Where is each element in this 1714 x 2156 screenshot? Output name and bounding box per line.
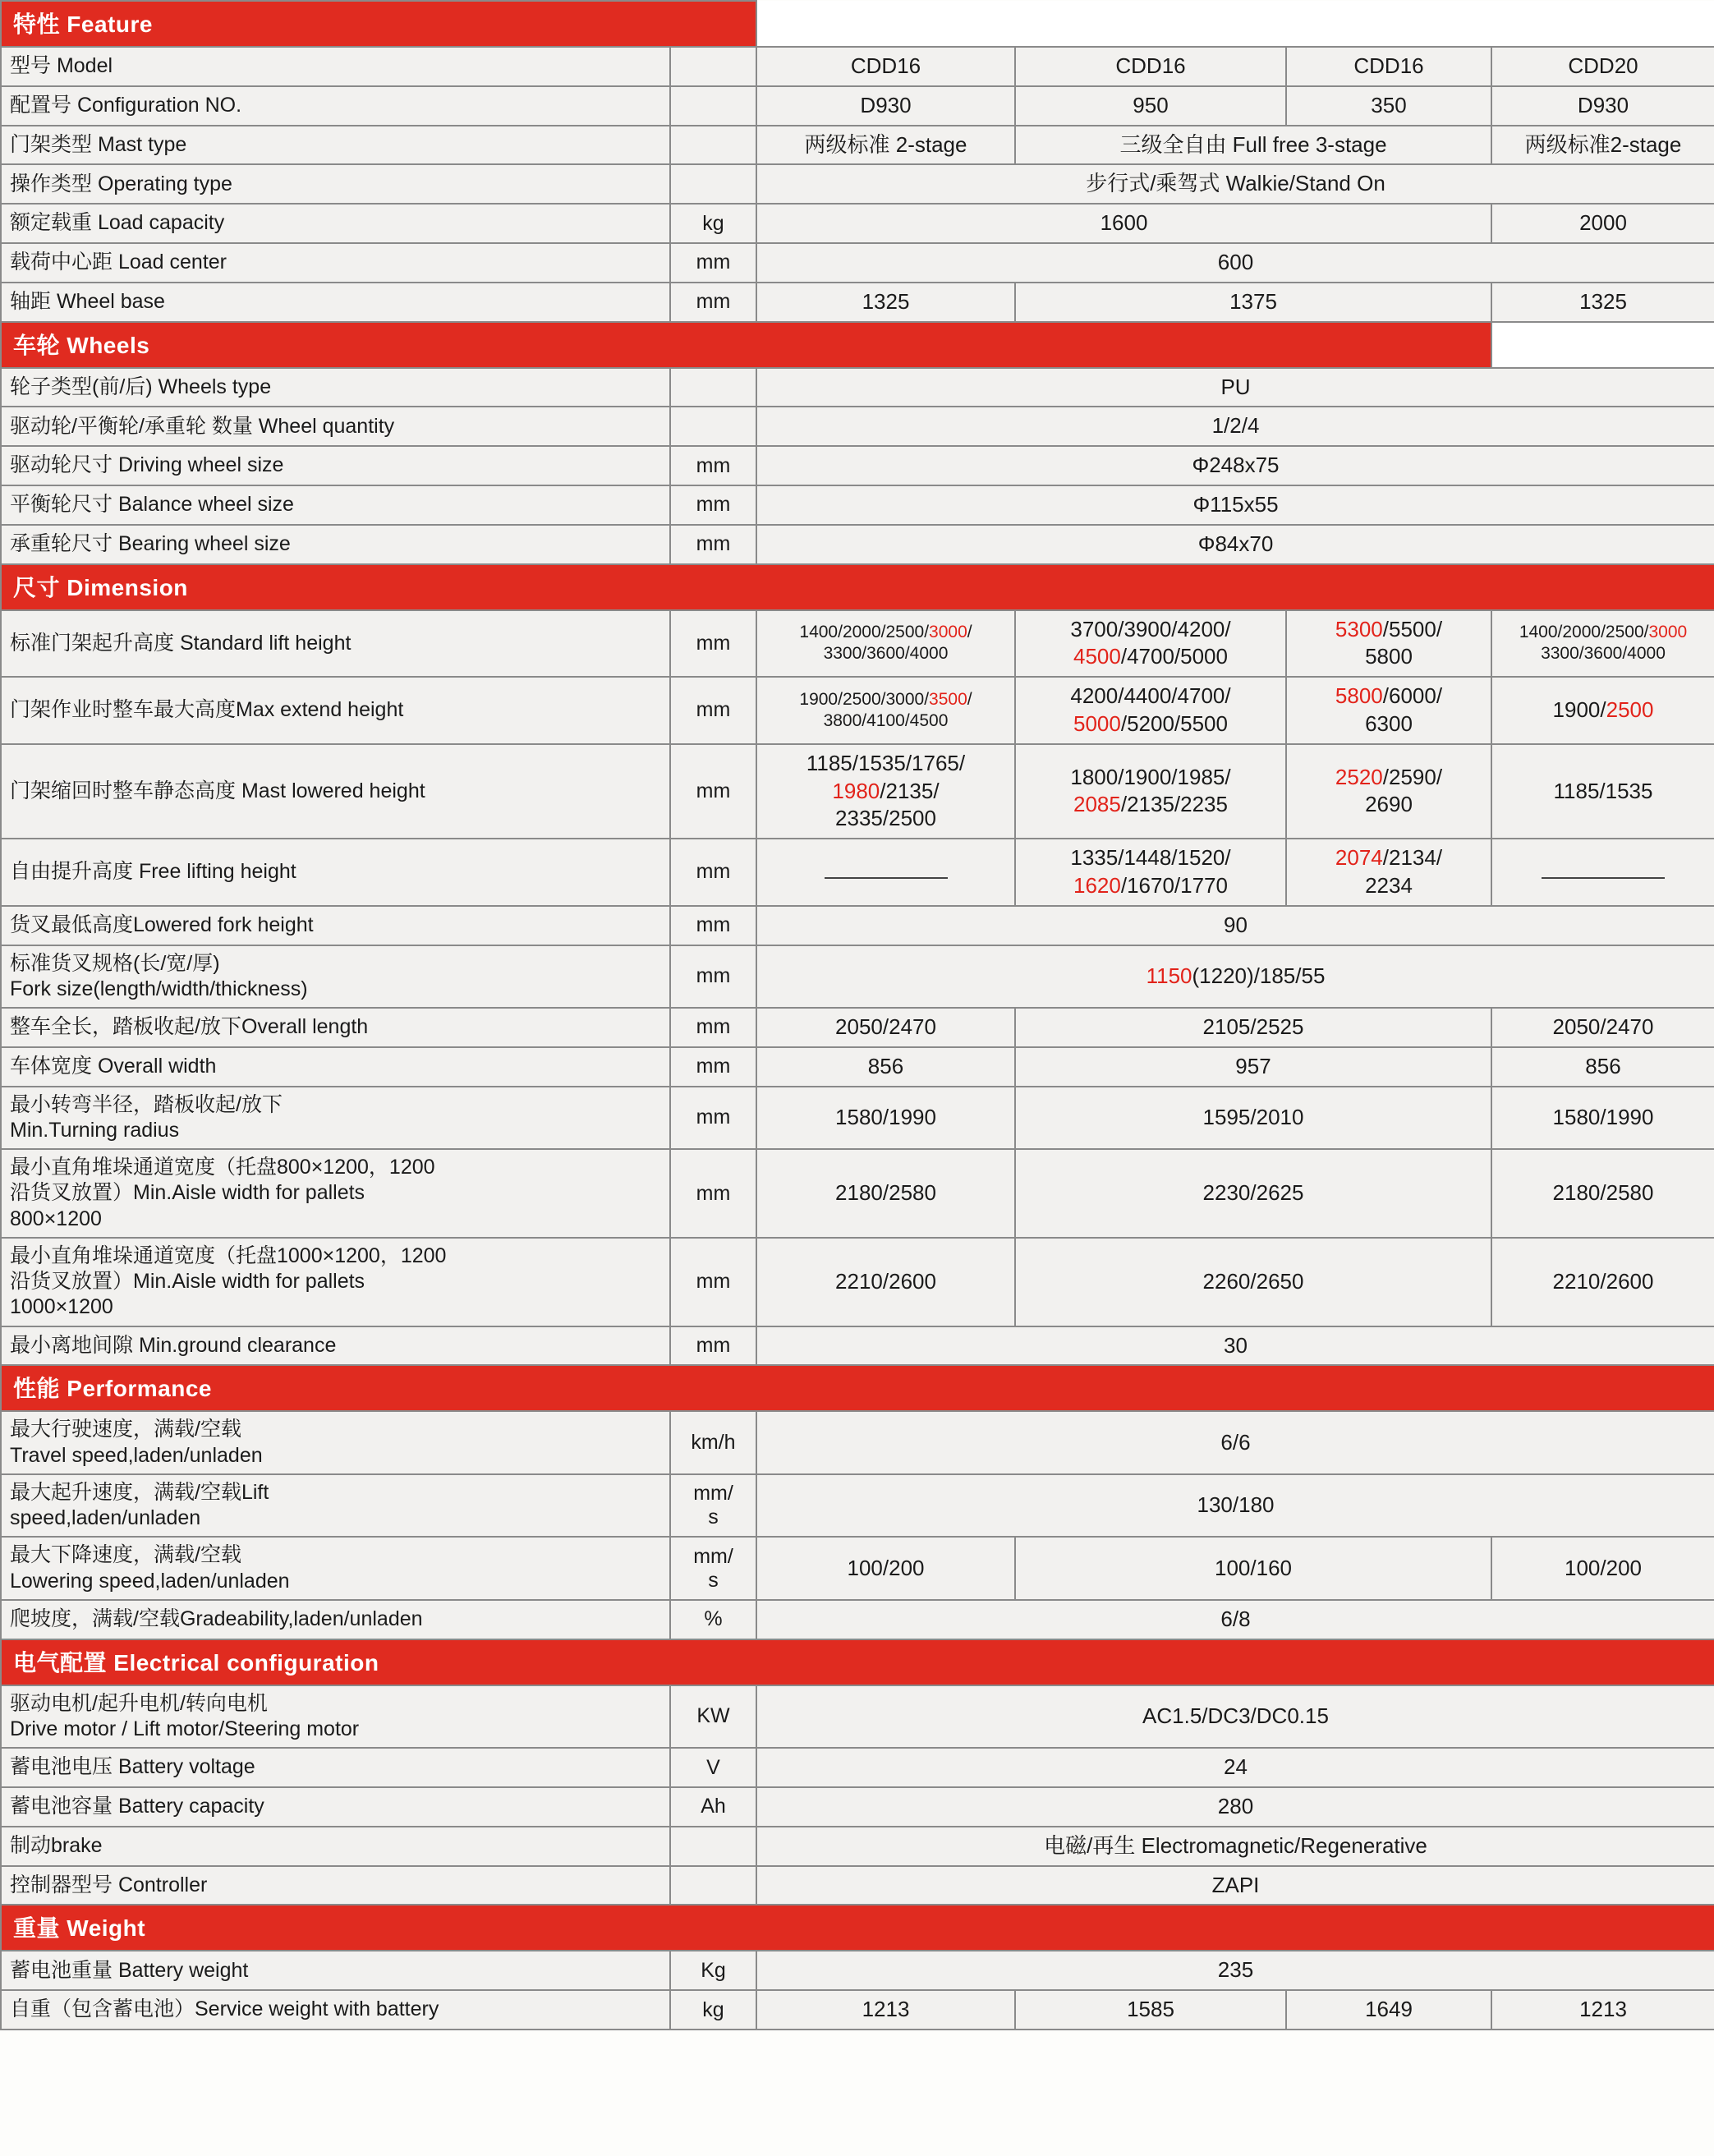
table-row: [1, 839, 1714, 906]
table-row: [1, 243, 1714, 283]
cell-lift-speed-all: 130/180: [756, 1474, 1714, 1538]
cell-mast-lowered-height-a: [756, 744, 1015, 839]
row-unit-service-weight: kg: [670, 1990, 756, 2030]
label-line-2: Travel speed,laden/unladen: [10, 1443, 263, 1467]
row-label-driving-wheel-size: 驱动轮尺寸 Driving wheel size: [1, 446, 670, 485]
table-row: [1, 1600, 1714, 1639]
cell-wheel-base-bc: 1375: [1015, 283, 1491, 322]
table-row: [1, 1047, 1714, 1087]
row-label-overall-width: 车体宽度 Overall width: [1, 1047, 670, 1087]
row-label-controller: 控制器型号 Controller: [1, 1866, 670, 1905]
row-label-gradeability: 爬坡度，满载/空载Gradeability,laden/unladen: [1, 1600, 670, 1639]
cell-lowering-speed-a: 100/200: [756, 1537, 1015, 1600]
cell-max-extend-height-d: [1491, 677, 1714, 744]
text-black: /: [967, 689, 972, 709]
row-unit-ground-clearance: mm: [670, 1326, 756, 1366]
cell-load-capacity-abc: 1600: [756, 204, 1491, 243]
text-black: /4700/5000: [1120, 644, 1228, 669]
section-label-weight: 重量 Weight: [2, 1905, 1714, 1950]
row-unit-overall-width: mm: [670, 1047, 756, 1087]
text-red: 5000: [1073, 710, 1121, 736]
cell-overall-length-bc: 2105/2525: [1015, 1008, 1491, 1047]
cell-aisle-800-a: 2180/2580: [756, 1149, 1015, 1238]
text-black: 3800/4100/4500: [823, 710, 949, 730]
label-line-2: Min.Turning radius: [10, 1118, 180, 1142]
cell-free-lifting-height-a: [756, 839, 1015, 906]
row-unit-config-no: [670, 86, 756, 126]
row-label-battery-capacity: 蓄电池容量 Battery capacity: [1, 1787, 670, 1827]
row-unit-brake: [670, 1827, 756, 1866]
row-unit-load-capacity: kg: [670, 204, 756, 243]
cell-service-weight-d: 1213: [1491, 1990, 1714, 2030]
cell-free-lifting-height-d: [1491, 839, 1714, 906]
cell-bearing-wheel-size-all: Φ84x70: [756, 525, 1714, 564]
cell-config-c: 350: [1286, 86, 1491, 126]
text-black: /5200/5500: [1120, 710, 1228, 736]
cell-overall-width-bc: 957: [1015, 1047, 1491, 1087]
empty-dash: [825, 866, 948, 879]
cell-lowering-speed-d: 100/200: [1491, 1537, 1714, 1600]
text-red: 2500: [1606, 697, 1654, 723]
section-header-performance: [1, 1365, 1714, 1411]
cell-max-extend-height-b: [1015, 677, 1286, 744]
row-unit-max-extend-height: mm: [670, 677, 756, 744]
row-unit-travel-speed: km/h: [670, 1411, 756, 1474]
text-black: /2135/: [880, 778, 940, 803]
label-line-2: Lowering speed,laden/unladen: [10, 1569, 290, 1593]
row-label-balance-wheel-size: 平衡轮尺寸 Balance wheel size: [1, 485, 670, 525]
table-row: [1, 204, 1714, 243]
unit-line-2: s: [708, 1568, 719, 1592]
row-unit-aisle-1000: mm: [670, 1238, 756, 1326]
cell-mast-type-d: 两级标准2-stage: [1491, 126, 1714, 165]
cell-wheels-type-all: PU: [756, 368, 1714, 407]
table-row: [1, 407, 1714, 446]
cell-mast-type-bc: 三级全自由 Full free 3-stage: [1015, 126, 1491, 165]
row-unit-bearing-wheel-size: mm: [670, 525, 756, 564]
cell-travel-speed-all: 6/6: [756, 1411, 1714, 1474]
text-black: 1185/1535/1765/: [806, 750, 966, 775]
cell-mast-lowered-height-c: [1286, 744, 1491, 839]
text-red: 3000: [1648, 623, 1688, 642]
row-unit-aisle-800: mm: [670, 1149, 756, 1238]
table-row: [1, 1951, 1714, 1990]
row-label-battery-voltage: 蓄电池电压 Battery voltage: [1, 1748, 670, 1787]
cell-mast-lowered-height-b: [1015, 744, 1286, 839]
row-unit-controller: [670, 1866, 756, 1905]
row-label-wheels-type: 轮子类型(前/后) Wheels type: [1, 368, 670, 407]
label-line-2: Drive motor / Lift motor/Steering motor: [10, 1717, 360, 1740]
table-row: [1, 744, 1714, 839]
unit-line-2: s: [708, 1506, 719, 1529]
cell-config-a: D930: [756, 86, 1015, 126]
row-label-travel-speed: [1, 1411, 670, 1474]
text-red: 5300: [1335, 616, 1383, 641]
text-black: 2335/2500: [835, 806, 936, 831]
text-black: 1900/: [1552, 697, 1606, 723]
text-red: 3500: [929, 689, 967, 709]
cell-motors-all: AC1.5/DC3/DC0.15: [756, 1685, 1714, 1749]
cell-balance-wheel-size-all: Φ115x55: [756, 485, 1714, 525]
text-black: /: [967, 623, 972, 642]
cell-model-d: CDD20: [1491, 47, 1714, 86]
cell-load-capacity-d: 2000: [1491, 204, 1714, 243]
cell-config-b: 950: [1015, 86, 1286, 126]
cell-aisle-800-d: 2180/2580: [1491, 1149, 1714, 1238]
section-spacer: [756, 1, 1714, 47]
unit-line-1: mm/: [693, 1482, 733, 1506]
label-line-1: 驱动电机/起升电机/转向电机: [10, 1691, 268, 1715]
text-black: 1400/2000/2500/: [799, 623, 930, 642]
cell-aisle-800-bc: 2230/2625: [1015, 1149, 1491, 1238]
cell-gradeability-all: 6/8: [756, 1600, 1714, 1639]
row-label-lowered-fork-height: 货叉最低高度Lowered fork height: [1, 906, 670, 945]
text-red: 3000: [929, 623, 967, 642]
row-unit-driving-wheel-size: mm: [670, 446, 756, 485]
text-red: 2520: [1335, 764, 1383, 789]
cell-fork-size-all: [756, 945, 1714, 1009]
row-label-lift-speed: [1, 1474, 670, 1538]
row-label-fork-size: [1, 945, 670, 1009]
row-label-motors: [1, 1685, 670, 1749]
row-unit-balance-wheel-size: mm: [670, 485, 756, 525]
table-row: [1, 164, 1714, 204]
row-label-overall-length: 整车全长，踏板收起/放下Overall length: [1, 1008, 670, 1047]
row-label-mast-lowered-height: 门架缩回时整车静态高度 Mast lowered height: [1, 744, 670, 839]
text-black: 3300/3600/4000: [1541, 644, 1666, 664]
table-row: [1, 1990, 1714, 2030]
cell-standard-lift-height-a: [756, 610, 1015, 678]
row-unit-wheels-type: [670, 368, 756, 407]
table-row: [1, 446, 1714, 485]
table-row: [1, 1008, 1714, 1047]
text-black: 3700/3900/4200/: [1070, 616, 1231, 641]
label-line-1: 标准货叉规格(长/宽/厚): [10, 951, 220, 975]
row-label-turning-radius: [1, 1087, 670, 1150]
label-line-1: 最小直角堆垛通道宽度（托盘1000×1200，1200: [10, 1243, 447, 1267]
section-label-dimension: 尺寸 Dimension: [2, 565, 1714, 609]
row-unit-free-lifting-height: mm: [670, 839, 756, 906]
row-label-battery-weight: 蓄电池重量 Battery weight: [1, 1951, 670, 1990]
text-red: 5800: [1335, 683, 1383, 709]
text-red: 4500: [1073, 644, 1121, 669]
cell-wheel-quantity-all: 1/2/4: [756, 407, 1714, 446]
label-line-1: 最小转弯半径，踏板收起/放下: [10, 1092, 283, 1116]
table-row: [1, 1238, 1714, 1326]
cell-operating-type-all: 步行式/乘驾式 Walkie/Stand On: [756, 164, 1714, 204]
table-row: [1, 1087, 1714, 1150]
text-black: /5500/: [1382, 616, 1443, 641]
table-row: [1, 1411, 1714, 1474]
table-row: [1, 610, 1714, 678]
row-label-aisle-800: [1, 1149, 670, 1238]
row-label-load-center: 载荷中心距 Load center: [1, 243, 670, 283]
cell-config-d: D930: [1491, 86, 1714, 126]
row-label-ground-clearance: 最小离地间隙 Min.ground clearance: [1, 1326, 670, 1366]
row-unit-battery-weight: Kg: [670, 1951, 756, 1990]
text-black: 6300: [1365, 710, 1413, 736]
row-label-operating-type: 操作类型 Operating type: [1, 164, 670, 204]
cell-model-c: CDD16: [1286, 47, 1491, 86]
text-black: 3300/3600/4000: [823, 644, 949, 664]
cell-model-b: CDD16: [1015, 47, 1286, 86]
cell-standard-lift-height-b: [1015, 610, 1286, 678]
section-label-performance: 性能 Performance: [2, 1366, 1714, 1410]
cell-controller-all: ZAPI: [756, 1866, 1714, 1905]
text-black: /2135/2235: [1120, 792, 1228, 817]
cell-overall-length-a: 2050/2470: [756, 1008, 1015, 1047]
row-unit-battery-capacity: Ah: [670, 1787, 756, 1827]
section-header-dimension: [1, 564, 1714, 610]
row-unit-battery-voltage: V: [670, 1748, 756, 1787]
text-red: 2085: [1073, 792, 1121, 817]
cell-mast-type-a: 两级标准 2-stage: [756, 126, 1015, 165]
table-row: [1, 86, 1714, 126]
cell-battery-capacity-all: 280: [756, 1787, 1714, 1827]
text-black: /2134/: [1382, 845, 1443, 871]
table-row: [1, 677, 1714, 744]
cell-wheel-base-d: 1325: [1491, 283, 1714, 322]
section-spacer: [1491, 322, 1714, 368]
table-row: [1, 1326, 1714, 1366]
label-line-1: 最大下降速度，满载/空载: [10, 1543, 241, 1567]
text-red: 1980: [832, 778, 880, 803]
table-row: [1, 1537, 1714, 1600]
table-row: [1, 126, 1714, 165]
text-black: 1400/2000/2500/: [1519, 623, 1649, 642]
cell-driving-wheel-size-all: Φ248x75: [756, 446, 1714, 485]
cell-max-extend-height-c: [1286, 677, 1491, 744]
row-label-wheel-base: 轴距 Wheel base: [1, 283, 670, 322]
row-label-config-no: 配置号 Configuration NO.: [1, 86, 670, 126]
text-black: 2234: [1365, 872, 1413, 898]
text-red: 1620: [1073, 872, 1121, 898]
cell-lowering-speed-bc: 100/160: [1015, 1537, 1491, 1600]
label-line-3: 800×1200: [10, 1207, 102, 1230]
cell-overall-length-d: 2050/2470: [1491, 1008, 1714, 1047]
cell-overall-width-d: 856: [1491, 1047, 1714, 1087]
row-label-free-lifting-height: 自由提升高度 Free lifting height: [1, 839, 670, 906]
row-unit-gradeability: %: [670, 1600, 756, 1639]
cell-aisle-1000-a: 2210/2600: [756, 1238, 1015, 1326]
cell-service-weight-b: 1585: [1015, 1990, 1286, 2030]
table-row: [1, 47, 1714, 86]
table-row: [1, 368, 1714, 407]
cell-turning-radius-bc: 1595/2010: [1015, 1087, 1491, 1150]
row-label-model: 型号 Model: [1, 47, 670, 86]
row-unit-fork-size: mm: [670, 945, 756, 1009]
row-label-wheel-quantity: 驱动轮/平衡轮/承重轮 数量 Wheel quantity: [1, 407, 670, 446]
row-unit-lowering-speed: [670, 1537, 756, 1600]
cell-free-lifting-height-c: [1286, 839, 1491, 906]
text-black: 1800/1900/1985/: [1070, 764, 1231, 789]
cell-standard-lift-height-c: [1286, 610, 1491, 678]
cell-ground-clearance-all: 30: [756, 1326, 1714, 1366]
cell-service-weight-a: 1213: [756, 1990, 1015, 2030]
text-black: (1220)/185/55: [1192, 963, 1326, 988]
row-label-lowering-speed: [1, 1537, 670, 1600]
section-label-feature: 特性 Feature: [2, 2, 756, 46]
row-label-mast-type: 门架类型 Mast type: [1, 126, 670, 165]
label-line-1: 最大起升速度，满载/空载Lift: [10, 1480, 269, 1504]
row-unit-load-center: mm: [670, 243, 756, 283]
cell-wheel-base-a: 1325: [756, 283, 1015, 322]
row-unit-lift-speed: [670, 1474, 756, 1538]
row-unit-overall-length: mm: [670, 1008, 756, 1047]
table-row: [1, 1866, 1714, 1905]
row-unit-standard-lift-height: mm: [670, 610, 756, 678]
cell-turning-radius-a: 1580/1990: [756, 1087, 1015, 1150]
label-line-2: 沿货叉放置）Min.Aisle width for pallets: [10, 1270, 365, 1294]
label-line-1: 最小直角堆垛通道宽度（托盘800×1200，1200: [10, 1156, 435, 1179]
row-unit-lowered-fork-height: mm: [670, 906, 756, 945]
label-line-3: 1000×1200: [10, 1295, 113, 1319]
section-header-electrical: [1, 1639, 1714, 1685]
text-black: 2690: [1365, 792, 1413, 817]
table-row: [1, 906, 1714, 945]
row-unit-mast-lowered-height: mm: [670, 744, 756, 839]
label-line-2: 沿货叉放置）Min.Aisle width for pallets: [10, 1181, 365, 1205]
cell-overall-width-a: 856: [756, 1047, 1015, 1087]
row-label-bearing-wheel-size: 承重轮尺寸 Bearing wheel size: [1, 525, 670, 564]
text-black: 5800: [1365, 644, 1413, 669]
empty-dash: [1542, 866, 1665, 879]
table-row: [1, 525, 1714, 564]
section-label-wheels: 车轮 Wheels: [2, 323, 1491, 367]
table-row: [1, 1474, 1714, 1538]
row-label-max-extend-height: 门架作业时整车最大高度Max extend height: [1, 677, 670, 744]
cell-model-a: CDD16: [756, 47, 1015, 86]
row-unit-model: [670, 47, 756, 86]
label-line-2: Fork size(length/width/thickness): [10, 977, 308, 1000]
row-unit-turning-radius: mm: [670, 1087, 756, 1150]
cell-battery-voltage-all: 24: [756, 1748, 1714, 1787]
text-black: 1335/1448/1520/: [1070, 845, 1231, 871]
text-black: 4200/4400/4700/: [1070, 683, 1231, 709]
text-black: /1670/1770: [1120, 872, 1228, 898]
label-line-1: 最大行驶速度，满载/空载: [10, 1418, 241, 1441]
row-label-service-weight: 自重（包含蓄电池）Service weight with battery: [1, 1990, 670, 2030]
cell-standard-lift-height-d: [1491, 610, 1714, 678]
cell-max-extend-height-a: [756, 677, 1015, 744]
label-line-2: speed,laden/unladen: [10, 1506, 201, 1530]
cell-service-weight-c: 1649: [1286, 1990, 1491, 2030]
text-red: 1150: [1146, 963, 1192, 988]
table-row: [1, 1149, 1714, 1238]
table-row: [1, 1685, 1714, 1749]
cell-mast-lowered-height-d: 1185/1535: [1491, 744, 1714, 839]
section-header-wheels: [1, 322, 1714, 368]
table-row: [1, 1787, 1714, 1827]
row-unit-wheel-quantity: [670, 407, 756, 446]
row-unit-motors: KW: [670, 1685, 756, 1749]
row-unit-mast-type: [670, 126, 756, 165]
table-row: [1, 945, 1714, 1009]
row-label-standard-lift-height: 标准门架起升高度 Standard lift height: [1, 610, 670, 678]
cell-aisle-1000-d: 2210/2600: [1491, 1238, 1714, 1326]
text-black: /2590/: [1382, 764, 1443, 789]
section-label-electrical: 电气配置 Electrical configuration: [2, 1640, 1714, 1685]
unit-line-1: mm/: [693, 1544, 733, 1568]
row-unit-wheel-base: mm: [670, 283, 756, 322]
cell-aisle-1000-bc: 2260/2650: [1015, 1238, 1491, 1326]
section-header-feature: [1, 1, 1714, 47]
row-label-aisle-1000: [1, 1238, 670, 1326]
table-row: [1, 1827, 1714, 1866]
cell-brake-all: 电磁/再生 Electromagnetic/Regenerative: [756, 1827, 1714, 1866]
section-header-weight: [1, 1905, 1714, 1951]
cell-turning-radius-d: 1580/1990: [1491, 1087, 1714, 1150]
row-label-load-capacity: 额定载重 Load capacity: [1, 204, 670, 243]
row-label-brake: 制动brake: [1, 1827, 670, 1866]
cell-battery-weight-all: 235: [756, 1951, 1714, 1990]
table-row: [1, 283, 1714, 322]
table-row: [1, 485, 1714, 525]
cell-lowered-fork-height-all: 90: [756, 906, 1714, 945]
row-unit-operating-type: [670, 164, 756, 204]
cell-free-lifting-height-b: [1015, 839, 1286, 906]
table-row: [1, 1748, 1714, 1787]
cell-load-center-all: 600: [756, 243, 1714, 283]
text-red: 2074: [1335, 845, 1383, 871]
text-black: 1900/2500/3000/: [799, 689, 930, 709]
text-black: /6000/: [1382, 683, 1443, 709]
